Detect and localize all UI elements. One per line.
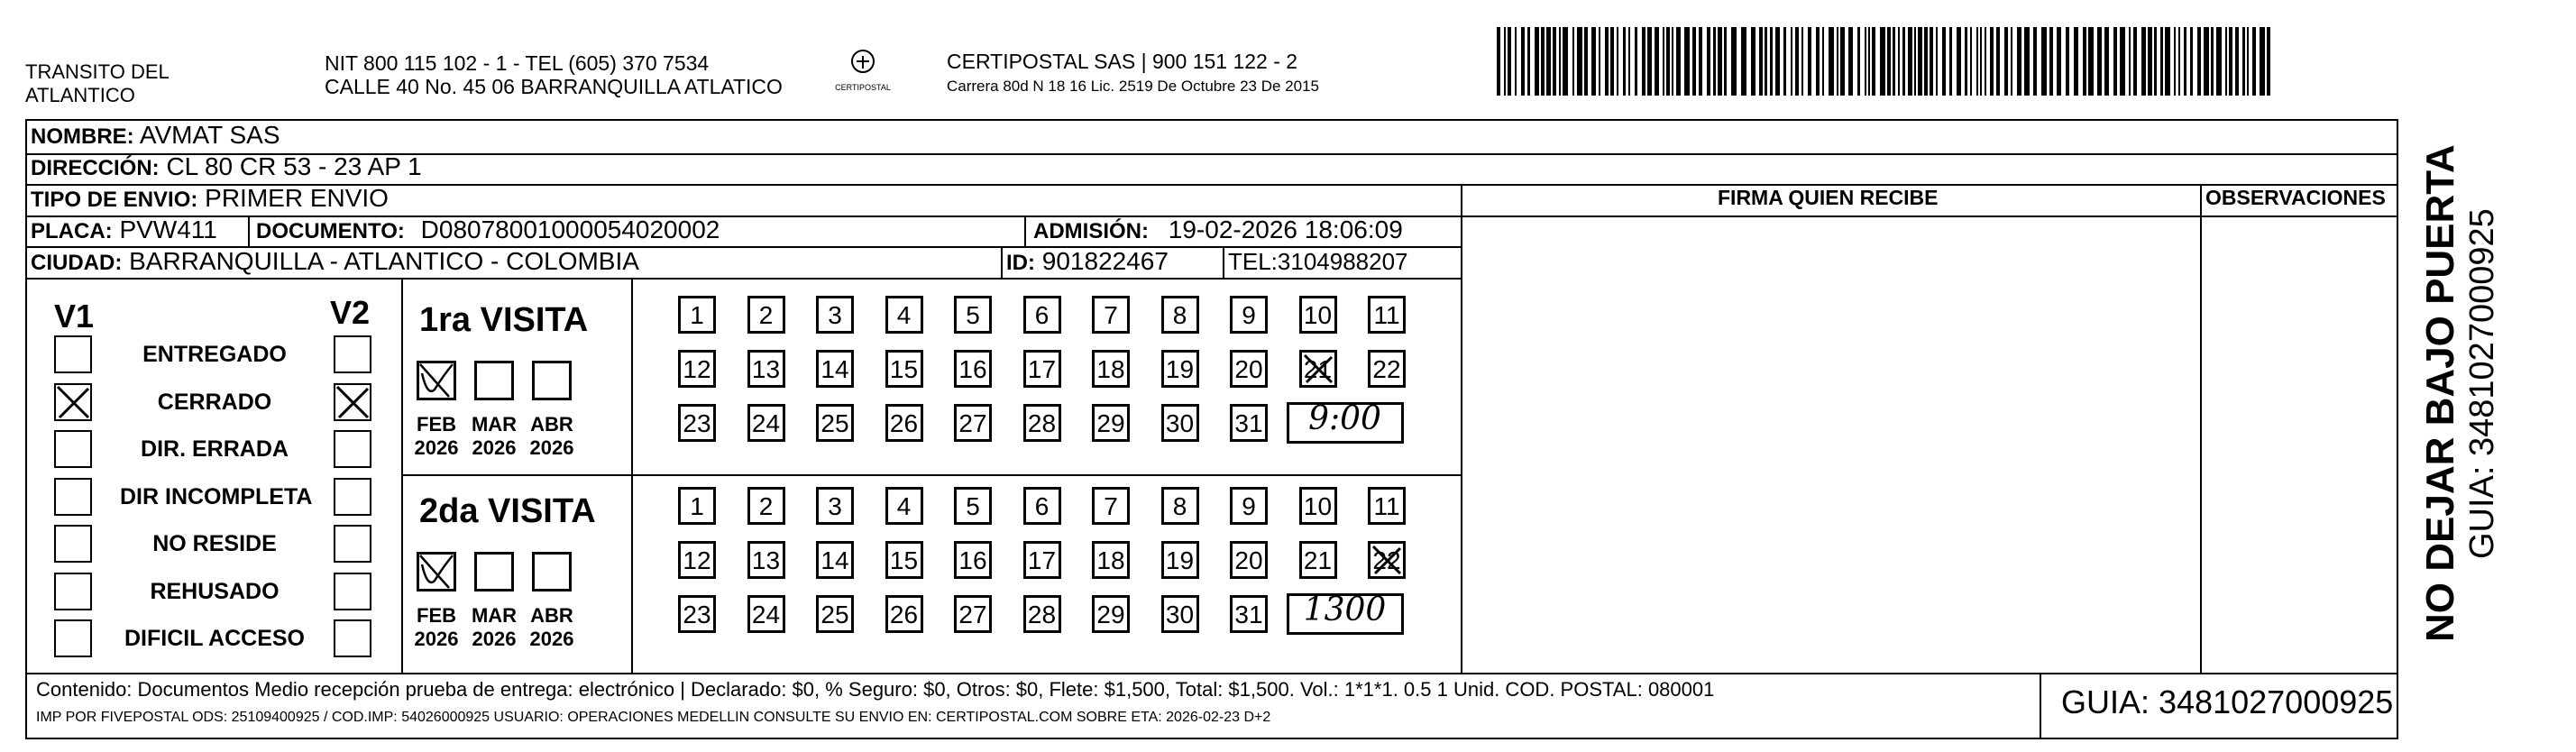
month-year: 2026 — [414, 628, 459, 650]
day-box[interactable]: 2 — [747, 487, 785, 525]
barcode-bar — [1865, 27, 1866, 96]
barcode-bar — [1840, 27, 1845, 96]
status-label: CERRADO — [157, 389, 272, 415]
documento-field — [256, 216, 720, 245]
sender-nit: NIT 800 115 102 - 1 - TEL (605) 370 7534 — [325, 51, 710, 75]
day-box[interactable]: 7 — [1092, 296, 1130, 334]
month-checkbox[interactable] — [532, 552, 572, 592]
id-label: ID: — [1006, 251, 1035, 275]
day-box[interactable]: 22 — [1368, 350, 1406, 388]
barcode-bar — [2267, 27, 2270, 96]
barcode-bar — [2017, 27, 2021, 96]
barcode-bar — [1924, 27, 1928, 96]
visit-1-title: 1ra VISITA — [419, 301, 589, 339]
barcode-bar — [2197, 27, 2201, 96]
day-box[interactable]: 4 — [885, 487, 923, 525]
tel-value: 3104988207 — [1277, 248, 1408, 275]
day-box[interactable]: 8 — [1161, 487, 1199, 525]
month-label — [405, 413, 468, 460]
day-box[interactable]: 12 — [678, 350, 716, 388]
status-label: REHUSADO — [150, 578, 280, 604]
day-box[interactable]: 21 — [1299, 350, 1337, 388]
ciudad-label: CIUDAD: — [31, 251, 123, 275]
barcode-bar — [1559, 27, 1561, 96]
day-box[interactable]: 16 — [954, 541, 992, 579]
status-label: DIR. ERRADA — [141, 436, 289, 462]
status-label: NO RESIDE — [152, 531, 277, 556]
day-box[interactable]: 5 — [954, 487, 992, 525]
status-label: ENTREGADO — [142, 342, 287, 367]
barcode-bar — [1541, 27, 1545, 96]
direccion-label: DIRECCIÓN: — [31, 156, 160, 180]
day-box[interactable]: 13 — [747, 350, 785, 388]
day-box[interactable]: 26 — [885, 595, 923, 633]
admision-field — [1033, 216, 1403, 245]
barcode-bar — [1577, 27, 1582, 96]
barcode-bar — [1902, 27, 1905, 96]
barcode-bar — [1751, 27, 1756, 96]
barcode-bar — [1623, 27, 1626, 96]
barcode-bar — [1837, 27, 1838, 96]
month-label — [405, 604, 468, 651]
barcode-bar — [1546, 27, 1551, 96]
visit-2-title: 2da VISITA — [419, 492, 596, 530]
barcode-bar — [1642, 27, 1646, 96]
barcode-bar — [1553, 27, 1556, 96]
carrier-license: Carrera 80d N 18 16 Lic. 2519 De Octubre 23 De 2015 — [947, 78, 1319, 95]
barcode-bar — [1605, 27, 1609, 96]
month-label — [520, 413, 583, 460]
barcode-bar — [1775, 27, 1780, 96]
month-year: 2026 — [414, 436, 459, 459]
day-box[interactable]: 18 — [1092, 350, 1130, 388]
day-box[interactable]: 10 — [1299, 296, 1337, 334]
day-box[interactable]: 30 — [1161, 595, 1199, 633]
admision-label: ADMISIÓN: — [1033, 219, 1149, 243]
barcode-bar — [1980, 27, 1982, 96]
firma-column-title: FIRMA QUIEN RECIBE — [1718, 186, 1939, 209]
placa-label: PLACA: — [31, 219, 113, 243]
day-box[interactable]: 21 — [1299, 541, 1337, 579]
tipo-envio-value: PRIMER ENVIO — [205, 184, 389, 212]
barcode-bar — [1655, 27, 1659, 96]
barcode-bar — [1990, 27, 1994, 96]
barcode-bar — [1759, 27, 1763, 96]
observaciones-column-title: OBSERVACIONES — [2205, 186, 2386, 209]
month-checkbox[interactable] — [417, 361, 456, 400]
day-box[interactable]: 9 — [1230, 487, 1268, 525]
barcode-bar — [1908, 27, 1912, 96]
admision-value: 19-02-2026 18:06:09 — [1168, 216, 1403, 243]
barcode-bar — [1848, 27, 1853, 96]
day-box[interactable]: 28 — [1023, 595, 1061, 633]
barcode-bar — [2235, 27, 2239, 96]
v1-header: V1 — [54, 298, 95, 335]
day-box[interactable]: 3 — [816, 487, 854, 525]
month-name: ABR — [530, 413, 573, 436]
barcode-bar — [1515, 27, 1517, 96]
side-guia: GUIA: 3481027000925 — [2463, 208, 2501, 559]
barcode-bar — [1985, 27, 1986, 96]
day-box[interactable]: 2 — [747, 296, 785, 334]
barcode-bar — [1880, 27, 1885, 96]
month-name: MAR — [471, 413, 518, 436]
barcode-bar — [1942, 27, 1946, 96]
id-field — [1006, 248, 1169, 277]
month-checkbox[interactable] — [532, 361, 572, 400]
barcode-bar — [1663, 27, 1664, 96]
status-v2-checkbox[interactable] — [334, 430, 371, 468]
day-box[interactable]: 14 — [816, 350, 854, 388]
id-value: 901822467 — [1041, 247, 1169, 275]
barcode-bar — [2184, 27, 2186, 96]
day-box[interactable]: 31 — [1230, 595, 1268, 633]
barcode-bar — [1563, 27, 1568, 96]
barcode-bar — [2252, 27, 2256, 96]
side-warning: NO DEJAR BAJO PUERTA — [2418, 144, 2462, 642]
day-box[interactable]: 25 — [816, 404, 854, 442]
barcode-bar — [1965, 27, 1967, 96]
barcode-bar — [2211, 27, 2214, 96]
nombre-label: NOMBRE: — [31, 124, 134, 149]
barcode-bar — [1822, 27, 1824, 96]
barcode-bar — [1893, 27, 1895, 96]
status-v2-checkbox[interactable] — [334, 525, 371, 563]
day-box[interactable]: 17 — [1023, 350, 1061, 388]
day-box[interactable]: 24 — [747, 404, 785, 442]
day-box[interactable]: 9 — [1230, 296, 1268, 334]
day-box[interactable]: 15 — [885, 541, 923, 579]
barcode-bar — [2190, 27, 2193, 96]
barcode-bar — [2178, 27, 2180, 96]
month-name: FEB — [417, 604, 456, 627]
status-v1-checkbox[interactable] — [54, 383, 92, 421]
barcode-bar — [1770, 27, 1773, 96]
status-v2-checkbox[interactable] — [334, 383, 371, 421]
barcode-bar — [1521, 27, 1525, 96]
barcode-bar — [1508, 27, 1511, 96]
barcode-bar — [1783, 27, 1786, 96]
barcode-bar — [1713, 27, 1716, 96]
day-box[interactable]: 13 — [747, 541, 785, 579]
barcode-bar — [1914, 27, 1916, 96]
barcode-bar — [1731, 27, 1737, 96]
direccion-value: CL 80 CR 53 - 23 AP 1 — [166, 152, 422, 180]
day-box[interactable]: 4 — [885, 296, 923, 334]
footer-content-line: Contenido: Documentos Medio recepción prueba de entrega: electrónico | Declarado: $0, % Seguro: $0, Otros: $0, Flete: $1,500, Total: $1,500. Vol.: 1*1*1. 0.5 1 Unid. COD. POSTAL: 080001 — [36, 678, 1715, 701]
barcode-bar — [1957, 27, 1961, 96]
barcode-bar — [1918, 27, 1922, 96]
status-v1-checkbox[interactable] — [54, 619, 92, 657]
direccion-field — [31, 153, 422, 182]
barcode-bar — [1765, 27, 1767, 96]
day-box[interactable]: 25 — [816, 595, 854, 633]
day-box[interactable]: 8 — [1161, 296, 1199, 334]
month-name: MAR — [471, 604, 518, 627]
barcode-bar — [2204, 27, 2209, 96]
tipo-envio-field — [31, 185, 389, 214]
barcode-bar — [2247, 27, 2249, 96]
month-year: 2026 — [529, 628, 574, 650]
barcode-bar — [1724, 27, 1727, 96]
barcode-bar — [2011, 27, 2012, 96]
status-v1-checkbox[interactable] — [54, 430, 92, 468]
day-box[interactable]: 16 — [954, 350, 992, 388]
nombre-value: AVMAT SAS — [139, 121, 280, 149]
day-box[interactable]: 14 — [816, 541, 854, 579]
barcode-bar — [1666, 27, 1670, 96]
day-box[interactable]: 17 — [1023, 541, 1061, 579]
barcode-bar — [2120, 27, 2125, 96]
barcode-bar — [1741, 27, 1746, 96]
barcode-bar — [2174, 27, 2176, 96]
barcode-bar — [2154, 27, 2157, 96]
month-year: 2026 — [529, 436, 574, 459]
month-label — [463, 604, 526, 651]
barcode-bar — [2148, 27, 2152, 96]
month-checkbox[interactable] — [474, 361, 514, 400]
carrier-name: CERTIPOSTAL SAS | 900 151 122 - 2 — [947, 50, 1298, 73]
month-name: FEB — [417, 413, 456, 436]
barcode-bar — [1808, 27, 1811, 96]
barcode-bar — [1591, 27, 1596, 96]
barcode-bar — [1672, 27, 1673, 96]
status-v2-checkbox[interactable] — [334, 478, 371, 516]
sender-name-line2: ATLANTICO — [25, 84, 135, 106]
barcode-bar — [1572, 27, 1574, 96]
carrier-logo-text: CERTIPOSTAL — [835, 83, 891, 92]
handwritten-time: 1300 — [1303, 592, 1387, 628]
barcode-bar — [1970, 27, 1972, 96]
barcode-bar — [1707, 27, 1710, 96]
barcode-bar — [1617, 27, 1618, 96]
barcode-bar — [1976, 27, 1978, 96]
handwritten-time: 9:00 — [1308, 400, 1381, 437]
barcode-bar — [2033, 27, 2037, 96]
sender-name-line1: TRANSITO DEL — [25, 60, 170, 83]
month-year: 2026 — [472, 628, 517, 650]
day-box[interactable]: 29 — [1092, 595, 1130, 633]
barcode-bar — [2049, 27, 2053, 96]
day-box[interactable]: 23 — [678, 404, 716, 442]
day-box[interactable]: 29 — [1092, 404, 1130, 442]
barcode-bar — [1996, 27, 2000, 96]
day-box[interactable]: 7 — [1092, 487, 1130, 525]
barcode-bar — [1791, 27, 1792, 96]
tel-field — [1228, 248, 1408, 275]
v2-header: V2 — [330, 294, 371, 331]
tipo-envio-label: TIPO DE ENVIO: — [31, 188, 198, 212]
status-v2-checkbox[interactable] — [334, 335, 371, 373]
footer-guia: GUIA: 3481027000925 — [2061, 683, 2394, 720]
barcode-bar — [2260, 27, 2265, 96]
day-box[interactable]: 18 — [1092, 541, 1130, 579]
day-box[interactable]: 19 — [1161, 541, 1199, 579]
barcode-bar — [2229, 27, 2232, 96]
day-box[interactable]: 11 — [1368, 296, 1406, 334]
barcode-bar — [1497, 27, 1500, 96]
barcode-bar — [2057, 27, 2061, 96]
status-v1-checkbox[interactable] — [54, 573, 92, 610]
status-label: DIFICIL ACCESO — [124, 626, 305, 651]
day-box[interactable]: 11 — [1368, 487, 1406, 525]
month-name: ABR — [530, 604, 573, 627]
barcode-bar — [2066, 27, 2069, 96]
day-box[interactable]: 31 — [1230, 404, 1268, 442]
day-box[interactable]: 19 — [1161, 350, 1199, 388]
footer-print-line: IMP POR FIVEPOSTAL ODS: 25109400925 / COD.IMP: 54026000925 USUARIO: OPERACIONES MEDELLIN CONSULTE SU ENVIO EN: CERTIPOSTAL.COM SOBRE ETA: 2026-02-23 D+2 — [36, 710, 1271, 725]
barcode-bar — [1647, 27, 1652, 96]
month-checkbox[interactable] — [474, 552, 514, 592]
carrier-logo — [822, 43, 903, 99]
day-box[interactable]: 22 — [1368, 541, 1406, 579]
barcode-bar — [2104, 27, 2109, 96]
day-box[interactable]: 3 — [816, 296, 854, 334]
barcode-bar — [2024, 27, 2030, 96]
barcode-bar — [2113, 27, 2117, 96]
day-box[interactable]: 5 — [954, 296, 992, 334]
status-v1-checkbox[interactable] — [54, 525, 92, 563]
barcode-bar — [2083, 27, 2086, 96]
status-v2-checkbox[interactable] — [334, 573, 371, 610]
barcode-bar — [2041, 27, 2047, 96]
day-box[interactable]: 20 — [1230, 350, 1268, 388]
barcode-bar — [2088, 27, 2094, 96]
barcode-bar — [2165, 27, 2170, 96]
barcode-bar — [2160, 27, 2163, 96]
barcode-bar — [1887, 27, 1891, 96]
barcode-bar — [2141, 27, 2146, 96]
month-label — [520, 604, 583, 651]
barcode-bar — [2225, 27, 2227, 96]
month-year: 2026 — [472, 436, 517, 459]
placa-value: PVW411 — [119, 216, 217, 243]
barcode-bar — [1795, 27, 1799, 96]
status-v1-checkbox[interactable] — [54, 335, 92, 373]
day-box[interactable]: 15 — [885, 350, 923, 388]
barcode — [1497, 27, 2281, 96]
barcode-bar — [1816, 27, 1820, 96]
tel-label: TEL: — [1228, 248, 1278, 275]
nombre-field — [31, 122, 280, 151]
barcode-bar — [2216, 27, 2222, 96]
month-label — [463, 413, 526, 460]
month-checkbox[interactable] — [417, 552, 456, 592]
barcode-bar — [1857, 27, 1860, 96]
barcode-bar — [1868, 27, 1870, 96]
day-box[interactable]: 26 — [885, 404, 923, 442]
day-box[interactable]: 24 — [747, 595, 785, 633]
documento-value: D08078001000054020002 — [420, 216, 720, 243]
barcode-bar — [1599, 27, 1600, 96]
barcode-bar — [2129, 27, 2131, 96]
ciudad-value: BARRANQUILLA - ATLANTICO - COLOMBIA — [129, 247, 639, 275]
barcode-bar — [1829, 27, 1834, 96]
day-box[interactable]: 6 — [1023, 296, 1061, 334]
day-box[interactable]: 27 — [954, 404, 992, 442]
barcode-bar — [2242, 27, 2245, 96]
status-v1-checkbox[interactable] — [54, 478, 92, 516]
status-v2-checkbox[interactable] — [334, 619, 371, 657]
barcode-bar — [1718, 27, 1722, 96]
day-box[interactable]: 1 — [678, 296, 716, 334]
day-box[interactable]: 20 — [1230, 541, 1268, 579]
barcode-bar — [1535, 27, 1539, 96]
barcode-bar — [1635, 27, 1637, 96]
barcode-bar — [1898, 27, 1900, 96]
barcode-bar — [1527, 27, 1530, 96]
barcode-bar — [1801, 27, 1803, 96]
sender-address: CALLE 40 No. 45 06 BARRANQUILLA ATLATICO — [325, 75, 783, 98]
day-box[interactable]: 10 — [1299, 487, 1337, 525]
placa-field — [31, 216, 217, 245]
barcode-bar — [1930, 27, 1933, 96]
barcode-bar — [1610, 27, 1614, 96]
barcode-bar — [1684, 27, 1690, 96]
documento-label: DOCUMENTO: — [256, 219, 405, 243]
barcode-bar — [1949, 27, 1952, 96]
barcode-bar — [1584, 27, 1588, 96]
day-box[interactable]: 1 — [678, 487, 716, 525]
ciudad-field — [31, 248, 639, 277]
barcode-bar — [2074, 27, 2078, 96]
day-box[interactable]: 30 — [1161, 404, 1199, 442]
barcode-bar — [1692, 27, 1696, 96]
barcode-bar — [1628, 27, 1630, 96]
barcode-bar — [2004, 27, 2008, 96]
barcode-bar — [1872, 27, 1875, 96]
day-box[interactable]: 27 — [954, 595, 992, 633]
day-box[interactable]: 23 — [678, 595, 716, 633]
barcode-bar — [1504, 27, 1506, 96]
barcode-bar — [1699, 27, 1702, 96]
day-box[interactable]: 6 — [1023, 487, 1061, 525]
day-box[interactable]: 28 — [1023, 404, 1061, 442]
barcode-bar — [1936, 27, 1938, 96]
day-box[interactable]: 12 — [678, 541, 716, 579]
status-label: DIR INCOMPLETA — [120, 483, 313, 509]
barcode-bar — [2097, 27, 2102, 96]
barcode-bar — [1676, 27, 1681, 96]
barcode-bar — [2133, 27, 2137, 96]
